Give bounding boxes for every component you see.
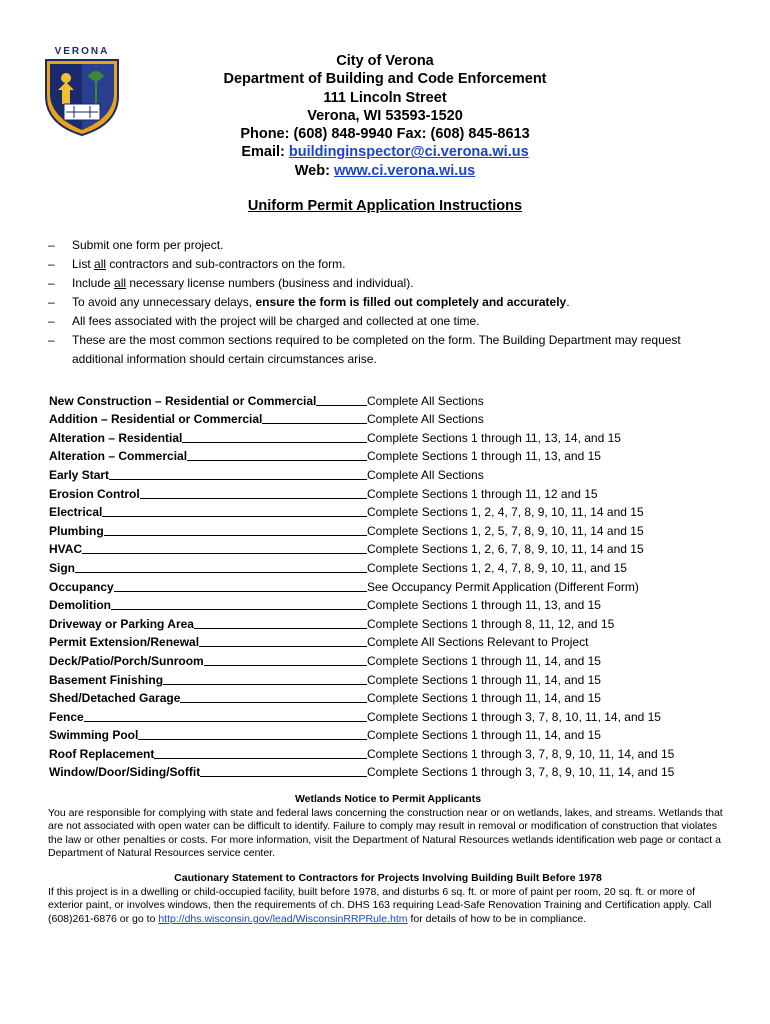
permit-type-cell [49,524,367,538]
list-item [48,236,728,255]
list-item [48,274,728,293]
dash-marker: – [48,257,55,271]
permit-type-cell [49,728,367,742]
required-sections: Complete Sections 1 through 8, 11, 12, and 15 [367,616,615,631]
web-label: Web: [294,162,330,179]
permit-type-label: New Construction – Residential or Commercial [49,393,317,408]
lead-body-text: for details of how to be in compliance. [407,912,587,925]
bullet-emphasis: all [94,257,107,271]
required-sections: Complete Sections 1, 2, 6, 7, 8, 9, 10, 11, 14 and 15 [367,542,644,557]
web-link[interactable]: www.ci.verona.wi.us [333,162,476,179]
required-sections: Complete Sections 1 through 11, 14, and 15 [367,653,601,668]
table-row [49,426,729,445]
table-row [49,668,729,687]
table-row [49,463,729,482]
permit-type-label: Addition – Residential or Commercial [49,412,263,427]
permit-type-cell [49,449,367,463]
permit-type-label: Swimming Pool [49,728,139,743]
table-row [49,408,729,427]
table-row [49,687,729,706]
dash-marker: – [48,276,55,290]
permit-type-cell [49,542,367,556]
city-name: City of Verona [336,53,434,69]
permit-type-cell [49,394,367,408]
leader-line [140,497,367,499]
wetlands-body: You are responsible for complying with state and federal laws concerning the construction near or on wetlands, lakes, and streams. Wetlands that are not associated with open water can be difficult to identify. Failure to comply may result in removal or modification of construction that violates the law or other penalties or costs. For more information, visit the Department of Natural Resources wetlands identification web page or contact a Department of Natural Resources service center. [48,806,723,860]
street-address: 111 Lincoln Street [323,89,447,106]
leader-line [182,441,367,443]
leader-line [204,664,367,666]
permit-type-label: Window/Door/Siding/Soffit [49,765,201,780]
email-line [150,143,620,161]
table-row [49,705,729,724]
bullet-text: To avoid any unnecessary delays, [72,295,256,309]
required-sections: Complete All Sections [367,412,484,427]
permit-type-label: Roof Replacement [49,746,155,761]
leader-line [163,683,367,685]
bullet-text: List [72,257,95,271]
permit-type-label: Plumbing [49,523,104,538]
wetlands-heading: Wetlands Notice to Permit Applicants [294,793,482,805]
required-sections: Complete Sections 1, 2, 5, 7, 8, 9, 10, 11, 14 and 15 [367,523,644,538]
permit-type-cell [49,580,367,594]
dash-marker: – [48,333,55,347]
permit-type-label: HVAC [49,542,83,557]
required-sections: Complete Sections 1 through 11, 13, 14, and 15 [367,430,621,445]
leader-line [82,552,367,554]
city-state-zip: Verona, WI 53593-1520 [307,107,463,124]
logo-text: VERONA [54,46,110,57]
table-row [49,538,729,557]
permit-type-cell [49,431,367,445]
permit-type-cell [49,617,367,631]
list-item [48,331,728,369]
permit-type-label: Demolition [49,598,111,613]
table-row [49,761,729,780]
leader-line [102,515,367,517]
leader-line [84,720,367,722]
bullet-text: necessary license numbers (business and individual). [126,276,414,290]
leader-line [104,534,367,536]
permit-type-cell [49,654,367,668]
wetlands-notice [48,793,728,861]
list-item [48,312,728,331]
permit-type-cell [49,561,367,575]
phone-fax: Phone: (608) 848-9940 Fax: (608) 845-8613 [240,126,530,143]
required-sections: Complete Sections 1 through 3, 7, 8, 9, 10, 11, 14, and 15 [367,765,675,780]
required-sections: Complete Sections 1 through 11, 14, and 15 [367,672,601,687]
table-row [49,519,729,538]
email-link[interactable]: buildinginspector@ci.verona.wi.us [288,144,529,161]
table-row [49,556,729,575]
leader-line [262,422,367,424]
leader-line [200,775,367,777]
bullet-text: These are the most common sections required to be completed on the form. The Building Department may request additional information should certain circumstances arise. [72,333,681,366]
lead-notice [48,872,728,926]
permit-type-label: Electrical [49,505,103,520]
leader-line [187,459,367,461]
permit-type-cell [49,598,367,612]
permit-type-label: Alteration – Commercial [49,449,188,464]
permit-type-cell [49,691,367,705]
permit-type-label: Driveway or Parking Area [49,616,194,631]
required-sections: Complete Sections 1, 2, 4, 7, 8, 9, 10, 11, and 15 [367,560,627,575]
lead-link[interactable]: http://dhs.wisconsin.gov/lead/WisconsinRRPRule.htm [158,912,408,925]
permit-type-label: Sign [49,560,75,575]
required-sections: Complete Sections 1 through 11, 13, and 15 [367,598,601,613]
table-row [49,482,729,501]
required-sections: Complete Sections 1 through 11, 13, and 15 [367,449,601,464]
verona-crest-icon [44,46,120,136]
table-row [49,612,729,631]
table-row [49,649,729,668]
permit-type-label: Shed/Detached Garage [49,691,181,706]
table-row [49,594,729,613]
instruction-list [48,236,728,369]
permit-type-cell [49,468,367,482]
list-item [48,293,728,312]
dash-marker: – [48,295,55,309]
dash-marker: – [48,238,55,252]
required-sections: Complete Sections 1 through 3, 7, 8, 10, 11, 14, and 15 [367,709,661,724]
required-sections: Complete All Sections [367,393,484,408]
required-sections: See Occupancy Permit Application (Different Form) [367,579,639,594]
leader-line [180,701,367,703]
permit-type-cell [49,765,367,779]
permit-type-cell [49,710,367,724]
table-row [49,445,729,464]
permit-type-cell [49,412,367,426]
permit-type-label: Permit Extension/Renewal [49,635,200,650]
email-label: Email: [241,144,285,161]
leader-line [138,738,367,740]
table-row [49,631,729,650]
list-item [48,255,728,274]
permit-type-label: Fence [49,709,84,724]
bullet-text: . [566,295,570,309]
permit-type-label: Basement Finishing [49,672,164,687]
page-title: Uniform Permit Application Instructions [247,198,523,214]
bullet-text: contractors and sub-contractors on the form. [106,257,346,271]
permit-type-cell [49,487,367,501]
leader-line [111,608,367,610]
required-sections: Complete Sections 1 through 11, 14, and 15 [367,728,601,743]
permit-type-cell [49,673,367,687]
verona-logo [44,46,120,136]
bullet-emphasis: ensure the form is filled out completely and accurately [255,295,567,309]
required-sections: Complete Sections 1 through 11, 12 and 15 [367,486,598,501]
permit-type-label: Early Start [49,467,110,482]
leader-line [109,478,367,480]
permit-type-cell [49,505,367,519]
permit-type-cell [49,747,367,761]
bullet-text: All fees associated with the project will be charged and collected at one time. [72,314,480,328]
table-row [49,575,729,594]
lead-body-text: If this project is in a dwelling or child-occupied facility, built before 1978, and disturbs 6 sq. ft. or more of paint per room, 20 sq. ft. or more of exterior paint, or involves windows, then the requirements of ch. DHS 163 requiring Lead-Safe Renovation Training and Certification apply. Call (608)261-6876 or go to [48,885,712,925]
leader-line [316,404,367,406]
permit-type-label: Deck/Patio/Porch/Sunroom [49,653,204,668]
department-header [150,52,620,180]
permit-type-label: Occupancy [49,579,114,594]
permit-type-label: Alteration – Residential [49,430,183,445]
table-row [49,501,729,520]
dash-marker: – [48,314,55,328]
leader-line [154,757,367,759]
required-sections: Complete Sections 1 through 11, 14, and 15 [367,691,601,706]
required-sections: Complete Sections 1, 2, 4, 7, 8, 9, 10, 11, 14 and 15 [367,505,644,520]
table-row [49,742,729,761]
lead-heading: Cautionary Statement to Contractors for Projects Involving Building Built Before 1978 [174,872,602,884]
bullet-text: Include [72,276,115,290]
web-line [150,162,620,180]
leader-line [194,627,367,629]
permit-type-table [49,389,729,779]
permit-type-cell [49,635,367,649]
table-row [49,389,729,408]
permit-type-label: Erosion Control [49,486,140,501]
department-name: Department of Building and Code Enforcement [223,71,547,88]
required-sections: Complete Sections 1 through 3, 7, 8, 9, 10, 11, 14, and 15 [367,746,675,761]
lead-body [48,886,728,927]
leader-line [114,590,367,592]
required-sections: Complete All Sections [367,467,484,482]
bullet-emphasis: all [114,276,127,290]
required-sections: Complete All Sections Relevant to Project [367,635,589,650]
table-row [49,724,729,743]
bullet-text: Submit one form per project. [72,238,224,252]
leader-line [75,571,367,573]
leader-line [199,645,367,647]
